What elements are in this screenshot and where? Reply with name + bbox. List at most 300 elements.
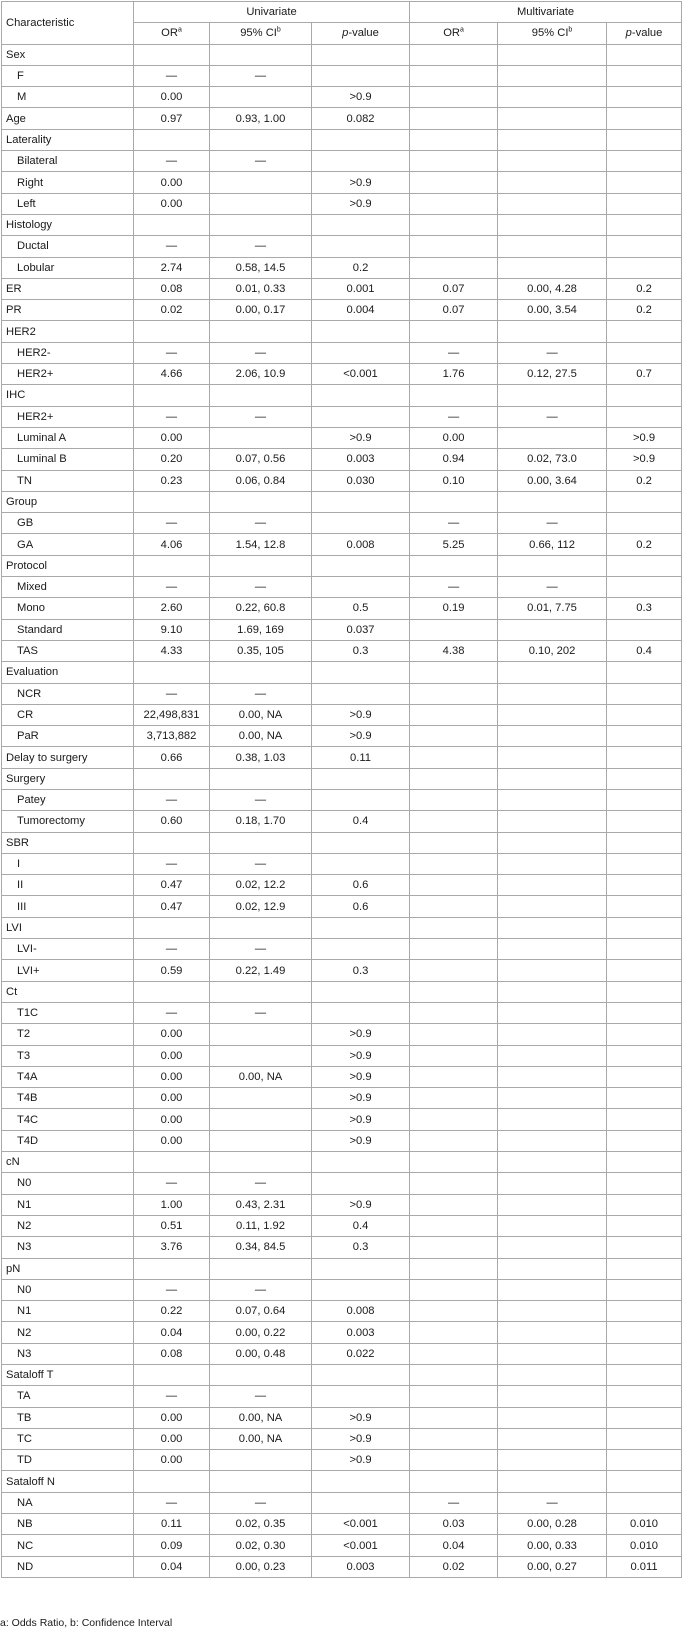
cell-pvalue-univariate: 0.5 bbox=[312, 598, 410, 619]
cell-or-univariate bbox=[134, 768, 210, 789]
cell-pvalue-multivariate: 0.2 bbox=[607, 278, 682, 299]
row-label: Group bbox=[2, 491, 134, 512]
table-row bbox=[2, 1471, 682, 1492]
cell-ci-multivariate: 0.66, 112 bbox=[498, 534, 607, 555]
cell-ci-univariate bbox=[210, 1258, 312, 1279]
cell-pvalue-multivariate bbox=[607, 577, 682, 598]
cell-ci-univariate bbox=[210, 1152, 312, 1173]
cell-ci-univariate: 0.02, 12.2 bbox=[210, 875, 312, 896]
cell-pvalue-univariate: 0.037 bbox=[312, 619, 410, 640]
cell-pvalue-multivariate: 0.3 bbox=[607, 598, 682, 619]
cell-ci-univariate: — bbox=[210, 406, 312, 427]
cell-or-multivariate bbox=[410, 768, 498, 789]
row-label: N1 bbox=[2, 1194, 134, 1215]
cell-or-multivariate bbox=[410, 87, 498, 108]
row-label: TB bbox=[2, 1407, 134, 1428]
cell-pvalue-univariate bbox=[312, 1279, 410, 1300]
or-footnote-marker: a bbox=[177, 26, 182, 34]
cell-ci-univariate: — bbox=[210, 1279, 312, 1300]
table-row bbox=[2, 470, 682, 491]
cell-ci-univariate bbox=[210, 662, 312, 683]
cell-ci-univariate bbox=[210, 129, 312, 150]
cell-ci-multivariate bbox=[498, 1407, 607, 1428]
table-row bbox=[2, 129, 682, 150]
table-row bbox=[2, 385, 682, 406]
row-label: T4A bbox=[2, 1066, 134, 1087]
cell-or-multivariate: 5.25 bbox=[410, 534, 498, 555]
cell-ci-multivariate bbox=[498, 193, 607, 214]
row-label: PR bbox=[2, 300, 134, 321]
cell-pvalue-multivariate: 0.010 bbox=[607, 1514, 682, 1535]
cell-ci-univariate bbox=[210, 321, 312, 342]
cell-pvalue-multivariate: 0.7 bbox=[607, 364, 682, 385]
cell-or-univariate: 0.00 bbox=[134, 87, 210, 108]
cell-ci-univariate: 0.00, NA bbox=[210, 1407, 312, 1428]
cell-ci-univariate: 2.06, 10.9 bbox=[210, 364, 312, 385]
row-label: F bbox=[2, 65, 134, 86]
cell-or-multivariate bbox=[410, 1109, 498, 1130]
cell-pvalue-multivariate bbox=[607, 1002, 682, 1023]
cell-pvalue-univariate bbox=[312, 151, 410, 172]
cell-or-univariate: 0.04 bbox=[134, 1556, 210, 1577]
cell-or-univariate: 0.22 bbox=[134, 1301, 210, 1322]
cell-pvalue-multivariate bbox=[607, 1045, 682, 1066]
regression-table bbox=[1, 1, 682, 1578]
cell-ci-univariate: 0.35, 105 bbox=[210, 640, 312, 661]
cell-or-univariate: 0.00 bbox=[134, 1428, 210, 1449]
cell-pvalue-multivariate bbox=[607, 1152, 682, 1173]
cell-or-univariate: 0.00 bbox=[134, 1088, 210, 1109]
cell-ci-univariate: — bbox=[210, 236, 312, 257]
row-label: M bbox=[2, 87, 134, 108]
cell-ci-univariate bbox=[210, 193, 312, 214]
cell-ci-multivariate bbox=[498, 1109, 607, 1130]
cell-pvalue-multivariate: 0.4 bbox=[607, 640, 682, 661]
row-label: T4D bbox=[2, 1130, 134, 1151]
table-row bbox=[2, 747, 682, 768]
cell-pvalue-univariate bbox=[312, 321, 410, 342]
cell-or-multivariate bbox=[410, 960, 498, 981]
cell-pvalue-univariate bbox=[312, 1258, 410, 1279]
cell-or-multivariate bbox=[410, 321, 498, 342]
cell-ci-univariate: — bbox=[210, 513, 312, 534]
row-label: Sataloff N bbox=[2, 1471, 134, 1492]
cell-pvalue-multivariate bbox=[607, 129, 682, 150]
table-row bbox=[2, 1556, 682, 1577]
cell-pvalue-multivariate bbox=[607, 896, 682, 917]
cell-ci-univariate bbox=[210, 917, 312, 938]
table-row bbox=[2, 789, 682, 810]
cell-or-multivariate: 1.76 bbox=[410, 364, 498, 385]
row-label: N3 bbox=[2, 1343, 134, 1364]
cell-or-univariate: — bbox=[134, 1173, 210, 1194]
cell-or-univariate bbox=[134, 917, 210, 938]
cell-or-multivariate bbox=[410, 1045, 498, 1066]
cell-pvalue-multivariate bbox=[607, 1343, 682, 1364]
row-label: HER2+ bbox=[2, 364, 134, 385]
cell-pvalue-multivariate bbox=[607, 789, 682, 810]
cell-or-multivariate bbox=[410, 704, 498, 725]
cell-or-multivariate bbox=[410, 129, 498, 150]
row-label: N2 bbox=[2, 1215, 134, 1236]
cell-pvalue-multivariate bbox=[607, 257, 682, 278]
cell-pvalue-univariate bbox=[312, 577, 410, 598]
cell-ci-univariate: 0.00, NA bbox=[210, 704, 312, 725]
cell-ci-univariate bbox=[210, 214, 312, 235]
table-row bbox=[2, 342, 682, 363]
cell-pvalue-multivariate bbox=[607, 747, 682, 768]
cell-or-multivariate: 0.04 bbox=[410, 1535, 498, 1556]
row-label: Surgery bbox=[2, 768, 134, 789]
row-label: Delay to surgery bbox=[2, 747, 134, 768]
table-row bbox=[2, 491, 682, 512]
cell-ci-univariate: — bbox=[210, 65, 312, 86]
cell-ci-multivariate: 0.10, 202 bbox=[498, 640, 607, 661]
cell-pvalue-multivariate bbox=[607, 1301, 682, 1322]
cell-pvalue-multivariate bbox=[607, 704, 682, 725]
column-header-ci-univariate bbox=[210, 23, 312, 44]
cell-ci-multivariate bbox=[498, 1194, 607, 1215]
cell-or-multivariate bbox=[410, 1002, 498, 1023]
cell-pvalue-multivariate bbox=[607, 1258, 682, 1279]
cell-ci-multivariate bbox=[498, 789, 607, 810]
cell-pvalue-multivariate bbox=[607, 662, 682, 683]
cell-ci-multivariate: 0.12, 27.5 bbox=[498, 364, 607, 385]
table-row bbox=[2, 1173, 682, 1194]
table-row bbox=[2, 1088, 682, 1109]
cell-ci-multivariate bbox=[498, 129, 607, 150]
cell-ci-univariate: 0.38, 1.03 bbox=[210, 747, 312, 768]
cell-pvalue-univariate: 0.3 bbox=[312, 960, 410, 981]
cell-pvalue-univariate bbox=[312, 214, 410, 235]
cell-ci-multivariate bbox=[498, 1386, 607, 1407]
cell-pvalue-univariate bbox=[312, 44, 410, 65]
cell-or-multivariate bbox=[410, 875, 498, 896]
table-footnote: a: Odds Ratio, b: Confidence Interval bbox=[0, 1617, 173, 1629]
cell-pvalue-multivariate bbox=[607, 172, 682, 193]
cell-or-univariate: 4.06 bbox=[134, 534, 210, 555]
cell-pvalue-univariate: 0.6 bbox=[312, 875, 410, 896]
cell-or-multivariate: 0.94 bbox=[410, 449, 498, 470]
row-label: TC bbox=[2, 1428, 134, 1449]
cell-pvalue-univariate: >0.9 bbox=[312, 1109, 410, 1130]
cell-ci-multivariate: — bbox=[498, 342, 607, 363]
ci-label: 95% CI bbox=[240, 27, 277, 40]
cell-pvalue-multivariate bbox=[607, 406, 682, 427]
cell-pvalue-multivariate bbox=[607, 832, 682, 853]
table-row bbox=[2, 1109, 682, 1130]
cell-or-univariate: — bbox=[134, 342, 210, 363]
row-label: TD bbox=[2, 1450, 134, 1471]
table-row bbox=[2, 1002, 682, 1023]
table-row bbox=[2, 1492, 682, 1513]
cell-ci-univariate: 0.00, 0.23 bbox=[210, 1556, 312, 1577]
table-row bbox=[2, 939, 682, 960]
cell-pvalue-univariate: >0.9 bbox=[312, 1450, 410, 1471]
cell-or-multivariate bbox=[410, 1279, 498, 1300]
cell-pvalue-multivariate bbox=[607, 1471, 682, 1492]
cell-pvalue-multivariate bbox=[607, 811, 682, 832]
cell-ci-multivariate bbox=[498, 1258, 607, 1279]
table-row bbox=[2, 534, 682, 555]
cell-or-univariate: — bbox=[134, 1002, 210, 1023]
cell-or-univariate: 0.00 bbox=[134, 1450, 210, 1471]
cell-pvalue-multivariate bbox=[607, 65, 682, 86]
cell-pvalue-multivariate bbox=[607, 1237, 682, 1258]
cell-or-multivariate bbox=[410, 1215, 498, 1236]
cell-pvalue-univariate bbox=[312, 491, 410, 512]
row-label: LVI bbox=[2, 917, 134, 938]
cell-ci-univariate: 0.00, 0.17 bbox=[210, 300, 312, 321]
table-row bbox=[2, 960, 682, 981]
cell-or-univariate: 0.00 bbox=[134, 1109, 210, 1130]
cell-pvalue-univariate: >0.9 bbox=[312, 427, 410, 448]
cell-or-univariate bbox=[134, 832, 210, 853]
cell-pvalue-univariate: 0.004 bbox=[312, 300, 410, 321]
row-label: T2 bbox=[2, 1024, 134, 1045]
table-row bbox=[2, 1066, 682, 1087]
cell-pvalue-multivariate bbox=[607, 321, 682, 342]
cell-or-univariate bbox=[134, 555, 210, 576]
cell-pvalue-univariate: 0.030 bbox=[312, 470, 410, 491]
cell-pvalue-univariate: 0.003 bbox=[312, 1322, 410, 1343]
cell-ci-univariate: 0.43, 2.31 bbox=[210, 1194, 312, 1215]
table-row bbox=[2, 44, 682, 65]
cell-or-univariate: 0.00 bbox=[134, 1130, 210, 1151]
cell-or-multivariate bbox=[410, 619, 498, 640]
cell-or-univariate bbox=[134, 1152, 210, 1173]
table-row bbox=[2, 768, 682, 789]
cell-ci-univariate: — bbox=[210, 1492, 312, 1513]
cell-pvalue-multivariate bbox=[607, 1024, 682, 1045]
cell-pvalue-univariate bbox=[312, 1471, 410, 1492]
cell-ci-multivariate bbox=[498, 1450, 607, 1471]
cell-or-univariate bbox=[134, 44, 210, 65]
cell-pvalue-univariate bbox=[312, 1152, 410, 1173]
cell-ci-multivariate: 0.00, 4.28 bbox=[498, 278, 607, 299]
table-row bbox=[2, 832, 682, 853]
cell-pvalue-multivariate bbox=[607, 513, 682, 534]
cell-pvalue-multivariate bbox=[607, 1365, 682, 1386]
cell-pvalue-multivariate bbox=[607, 1428, 682, 1449]
cell-or-univariate: 0.00 bbox=[134, 193, 210, 214]
cell-pvalue-univariate bbox=[312, 1173, 410, 1194]
cell-pvalue-multivariate bbox=[607, 853, 682, 874]
row-label: NB bbox=[2, 1514, 134, 1535]
row-label: N0 bbox=[2, 1173, 134, 1194]
cell-ci-multivariate bbox=[498, 1471, 607, 1492]
cell-pvalue-univariate bbox=[312, 662, 410, 683]
cell-pvalue-multivariate: 0.2 bbox=[607, 470, 682, 491]
column-header-pvalue-multivariate bbox=[607, 23, 682, 44]
cell-ci-multivariate bbox=[498, 619, 607, 640]
cell-ci-multivariate bbox=[498, 87, 607, 108]
cell-or-univariate: — bbox=[134, 577, 210, 598]
cell-or-univariate: — bbox=[134, 683, 210, 704]
row-label: cN bbox=[2, 1152, 134, 1173]
cell-pvalue-univariate bbox=[312, 683, 410, 704]
cell-ci-multivariate bbox=[498, 1301, 607, 1322]
cell-or-univariate bbox=[134, 214, 210, 235]
row-label: LVI+ bbox=[2, 960, 134, 981]
row-label: Ductal bbox=[2, 236, 134, 257]
cell-or-univariate: 0.11 bbox=[134, 1514, 210, 1535]
cell-pvalue-univariate bbox=[312, 789, 410, 810]
cell-or-multivariate bbox=[410, 1194, 498, 1215]
table-row bbox=[2, 1237, 682, 1258]
row-label: LVI- bbox=[2, 939, 134, 960]
row-label: T3 bbox=[2, 1045, 134, 1066]
cell-or-univariate: 0.02 bbox=[134, 300, 210, 321]
cell-pvalue-multivariate bbox=[607, 385, 682, 406]
cell-pvalue-univariate bbox=[312, 981, 410, 1002]
cell-or-univariate bbox=[134, 321, 210, 342]
ci-footnote-marker: b bbox=[568, 26, 573, 34]
table-row bbox=[2, 449, 682, 470]
cell-ci-univariate: — bbox=[210, 342, 312, 363]
cell-or-multivariate: — bbox=[410, 342, 498, 363]
table-row bbox=[2, 257, 682, 278]
cell-ci-multivariate bbox=[498, 108, 607, 129]
cell-pvalue-multivariate bbox=[607, 1194, 682, 1215]
cell-or-multivariate bbox=[410, 853, 498, 874]
cell-ci-multivariate bbox=[498, 1173, 607, 1194]
cell-or-multivariate: 0.10 bbox=[410, 470, 498, 491]
row-label: HER2 bbox=[2, 321, 134, 342]
cell-or-univariate: 0.09 bbox=[134, 1535, 210, 1556]
row-label: NA bbox=[2, 1492, 134, 1513]
row-label: III bbox=[2, 896, 134, 917]
cell-ci-univariate: 0.22, 1.49 bbox=[210, 960, 312, 981]
row-label: T4C bbox=[2, 1109, 134, 1130]
table-header bbox=[2, 2, 682, 45]
table-row bbox=[2, 108, 682, 129]
row-label: Tumorectomy bbox=[2, 811, 134, 832]
cell-pvalue-multivariate bbox=[607, 1279, 682, 1300]
cell-or-univariate: 0.66 bbox=[134, 747, 210, 768]
cell-pvalue-univariate bbox=[312, 555, 410, 576]
cell-or-multivariate bbox=[410, 1066, 498, 1087]
cell-or-univariate: — bbox=[134, 151, 210, 172]
row-label: N1 bbox=[2, 1301, 134, 1322]
table-row bbox=[2, 1322, 682, 1343]
cell-pvalue-multivariate: 0.011 bbox=[607, 1556, 682, 1577]
table-row bbox=[2, 1301, 682, 1322]
cell-or-univariate: 22,498,831 bbox=[134, 704, 210, 725]
cell-or-univariate: 2.74 bbox=[134, 257, 210, 278]
cell-ci-multivariate: 0.00, 3.54 bbox=[498, 300, 607, 321]
column-header-or-univariate bbox=[134, 23, 210, 44]
cell-ci-univariate: 0.11, 1.92 bbox=[210, 1215, 312, 1236]
row-label: HER2- bbox=[2, 342, 134, 363]
cell-ci-multivariate: 0.00, 0.27 bbox=[498, 1556, 607, 1577]
p-rest: -value bbox=[631, 27, 663, 40]
cell-ci-multivariate bbox=[498, 662, 607, 683]
cell-ci-multivariate bbox=[498, 1365, 607, 1386]
cell-or-multivariate: — bbox=[410, 577, 498, 598]
cell-or-multivariate bbox=[410, 1365, 498, 1386]
cell-or-univariate: 3,713,882 bbox=[134, 726, 210, 747]
cell-or-univariate: 0.59 bbox=[134, 960, 210, 981]
cell-ci-univariate: — bbox=[210, 151, 312, 172]
cell-pvalue-univariate bbox=[312, 1492, 410, 1513]
cell-ci-univariate: — bbox=[210, 939, 312, 960]
cell-ci-univariate: 0.34, 84.5 bbox=[210, 1237, 312, 1258]
row-label: II bbox=[2, 875, 134, 896]
cell-ci-multivariate bbox=[498, 214, 607, 235]
row-label: T4B bbox=[2, 1088, 134, 1109]
cell-pvalue-multivariate bbox=[607, 1088, 682, 1109]
cell-or-multivariate bbox=[410, 65, 498, 86]
row-label: Mono bbox=[2, 598, 134, 619]
cell-pvalue-univariate: >0.9 bbox=[312, 1024, 410, 1045]
cell-ci-univariate bbox=[210, 1024, 312, 1045]
table-row bbox=[2, 1024, 682, 1045]
cell-pvalue-multivariate bbox=[607, 917, 682, 938]
cell-or-univariate: 0.00 bbox=[134, 427, 210, 448]
cell-or-univariate bbox=[134, 385, 210, 406]
table-row bbox=[2, 1535, 682, 1556]
cell-or-multivariate bbox=[410, 555, 498, 576]
table-row bbox=[2, 87, 682, 108]
table-row bbox=[2, 1450, 682, 1471]
cell-pvalue-multivariate bbox=[607, 151, 682, 172]
cell-or-univariate: 0.08 bbox=[134, 1343, 210, 1364]
cell-ci-univariate bbox=[210, 1045, 312, 1066]
cell-pvalue-univariate: >0.9 bbox=[312, 704, 410, 725]
cell-pvalue-univariate: 0.001 bbox=[312, 278, 410, 299]
cell-ci-multivariate bbox=[498, 1024, 607, 1045]
cell-ci-univariate bbox=[210, 491, 312, 512]
row-label: TA bbox=[2, 1386, 134, 1407]
cell-pvalue-univariate: 0.008 bbox=[312, 534, 410, 555]
cell-or-multivariate: — bbox=[410, 1492, 498, 1513]
cell-ci-univariate: 0.07, 0.56 bbox=[210, 449, 312, 470]
cell-ci-univariate: 0.01, 0.33 bbox=[210, 278, 312, 299]
table-row bbox=[2, 598, 682, 619]
cell-pvalue-univariate: >0.9 bbox=[312, 172, 410, 193]
ci-footnote-marker: b bbox=[276, 26, 281, 34]
cell-ci-multivariate: — bbox=[498, 1492, 607, 1513]
cell-ci-univariate bbox=[210, 832, 312, 853]
cell-or-multivariate bbox=[410, 1450, 498, 1471]
table-row bbox=[2, 193, 682, 214]
cell-ci-univariate: 0.00, NA bbox=[210, 1428, 312, 1449]
row-label: I bbox=[2, 853, 134, 874]
cell-or-univariate bbox=[134, 1365, 210, 1386]
cell-or-univariate: 0.51 bbox=[134, 1215, 210, 1236]
table-row bbox=[2, 555, 682, 576]
cell-ci-multivariate bbox=[498, 427, 607, 448]
cell-pvalue-multivariate: >0.9 bbox=[607, 449, 682, 470]
row-label: ER bbox=[2, 278, 134, 299]
row-label: Sataloff T bbox=[2, 1365, 134, 1386]
cell-ci-univariate bbox=[210, 1130, 312, 1151]
table-row bbox=[2, 917, 682, 938]
cell-pvalue-multivariate bbox=[607, 1407, 682, 1428]
p-italic: p bbox=[625, 27, 632, 40]
cell-ci-univariate bbox=[210, 981, 312, 1002]
table-row bbox=[2, 853, 682, 874]
row-label: N0 bbox=[2, 1279, 134, 1300]
cell-or-multivariate: — bbox=[410, 513, 498, 534]
cell-ci-multivariate bbox=[498, 960, 607, 981]
cell-pvalue-multivariate bbox=[607, 939, 682, 960]
cell-ci-univariate: 0.22, 60.8 bbox=[210, 598, 312, 619]
cell-or-multivariate bbox=[410, 108, 498, 129]
cell-pvalue-multivariate bbox=[607, 1109, 682, 1130]
cell-pvalue-univariate: >0.9 bbox=[312, 1088, 410, 1109]
